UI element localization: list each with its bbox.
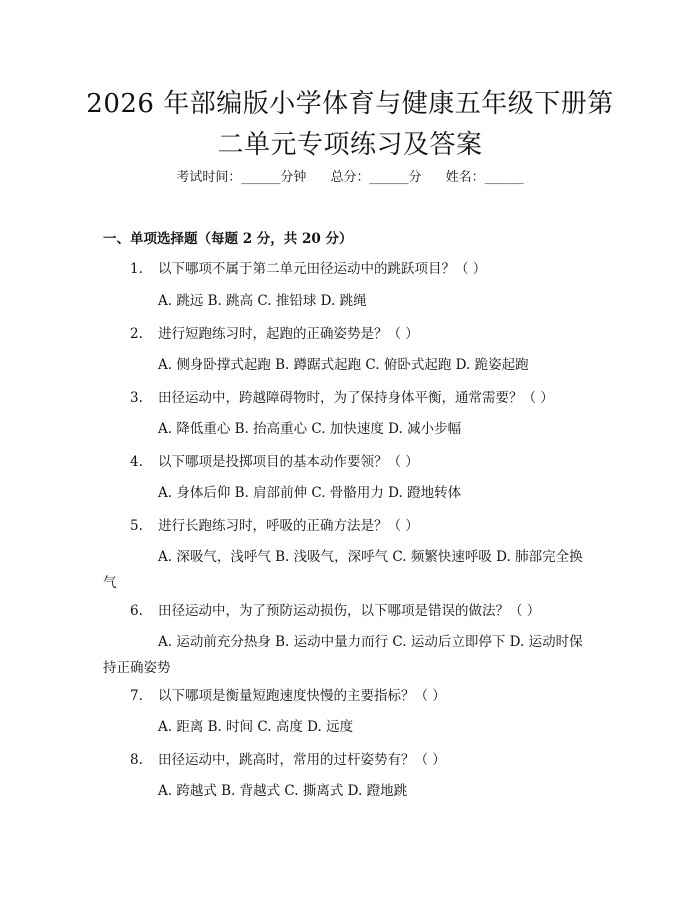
question-text: 进行长跑练习时，呼吸的正确方法是？（ ） (158, 518, 419, 534)
section-title: 一、单项选择题（每题 2 分，共 20 分） (103, 231, 353, 247)
question-options: A. 身体后仰 B. 肩部前伸 C. 骨骼用力 D. 蹬地转体 (158, 485, 462, 501)
document-title-line1: 2026 年部编版小学体育与健康五年级下册第 (86, 89, 614, 119)
question-number: 2. (130, 326, 143, 342)
question-number: 6. (130, 603, 143, 619)
question-options: A. 侧身卧撑式起跑 B. 蹲踞式起跑 C. 俯卧式起跑 D. 跪姿起跑 (158, 357, 529, 373)
question-number: 1. (130, 261, 143, 277)
question-number: 3. (130, 390, 143, 406)
question-text: 田径运动中，为了预防运动损伤，以下哪项是错误的做法？（ ） (158, 603, 541, 619)
question-text: 以下哪项是投掷项目的基本动作要领？（ ） (158, 454, 419, 470)
question-options: A. 运动前充分热身 B. 运动中量力而行 C. 运动后立即停下 D. 运动时保持正确姿势 (103, 634, 583, 676)
exam-info (0, 168, 700, 188)
question-number: 8. (130, 752, 143, 768)
student-name-field: 姓名：______ (445, 170, 524, 185)
exam-time-field: 考试时间：______分钟 (176, 170, 307, 185)
question-text: 田径运动中，跳高时，常用的过杆姿势有？（ ） (158, 752, 446, 768)
question-text: 田径运动中，跨越障碍物时，为了保持身体平衡，通常需要？（ ） (158, 390, 554, 406)
question-text: 以下哪项不属于第二单元田径运动中的跳跃项目？（ ） (158, 261, 487, 277)
document-title-line2: 二单元专项练习及答案 (217, 130, 483, 160)
question-number: 4. (130, 454, 143, 470)
question-options: A. 跳远 B. 跳高 C. 推铅球 D. 跳绳 (158, 293, 367, 309)
total-score-field: 总分：______分 (330, 170, 422, 185)
question-options: A. 降低重心 B. 抬高重心 C. 加快速度 D. 减小步幅 (158, 421, 462, 437)
question-text: 进行短跑练习时，起跑的正确姿势是？（ ） (158, 326, 419, 342)
question-text: 以下哪项是衡量短跑速度快慢的主要指标？（ ） (158, 688, 446, 704)
question-options: A. 跨越式 B. 背越式 C. 撕离式 D. 蹬地跳 (158, 783, 408, 799)
question-number: 7. (130, 688, 143, 704)
question-options: A. 深吸气，浅呼气 B. 浅吸气，深呼气 C. 频繁快速呼吸 D. 肺部完全换气 (103, 549, 583, 591)
question-options: A. 距离 B. 时间 C. 高度 D. 远度 (158, 719, 354, 735)
question-number: 5. (130, 518, 143, 534)
